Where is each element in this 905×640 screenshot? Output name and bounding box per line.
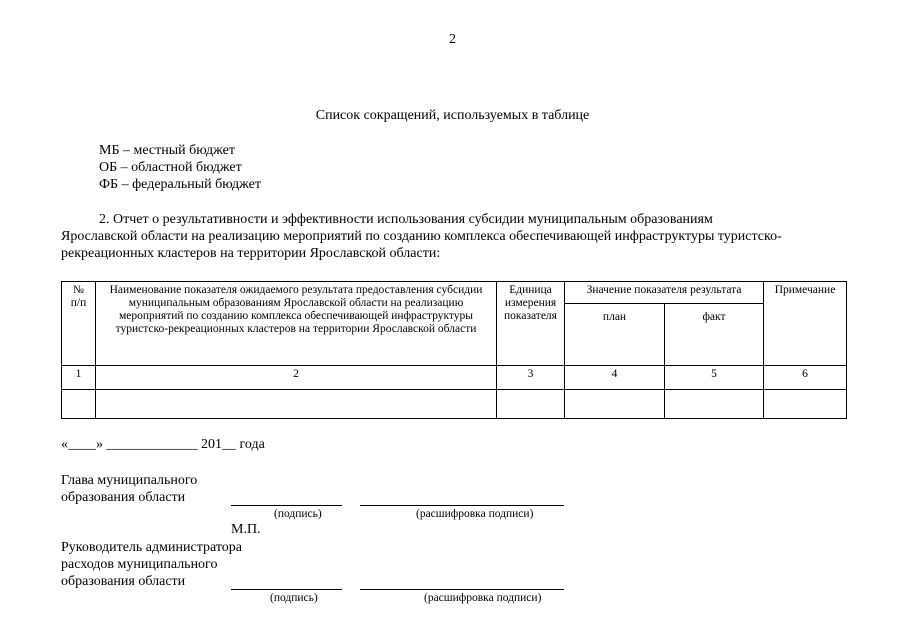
paragraph-line-2: Ярославской области на реализацию мероприятий по созданию комплекса обеспечивающей инфраструктуры туристско- [61,229,782,244]
header-number-line2: п/п [70,297,87,309]
abbreviation-ob: ОБ – областной бюджет [99,160,242,175]
header-plan: план [565,304,665,366]
report-table [61,281,847,419]
decoding-caption: (расшифровка подписи) [424,592,542,604]
abbreviations-title: Список сокращений, используемых в таблице [315,108,590,123]
table-cell[interactable] [764,390,847,419]
head-title-line2: образования области [61,490,186,505]
table-cell[interactable] [62,390,96,419]
abbreviation-mb: МБ – местный бюджет [99,143,235,158]
header-number-line1: № [73,284,84,296]
column-number: 2 [96,366,497,390]
header-result-value: Значение показателя результата [565,282,764,304]
signature-caption: (подпись) [274,508,322,520]
table-cell[interactable] [665,390,764,419]
date-line: «____» _____________ 201__ года [61,437,265,452]
header-fact: факт [665,304,764,366]
header-indicator-name: Наименование показателя ожидаемого результата предоставления субсидии муниципальным образованиям Ярославской области на реализацию мероприятий по созданию комплекса обеспечивающей инфраструктуры туристско-рекреационных кластеров на территории Ярославской области [96,282,497,366]
table-cell[interactable] [565,390,665,419]
paragraph-line-3: рекреационных кластеров на территории Ярославской области: [61,246,441,261]
signature-decoding-line[interactable] [360,589,564,590]
signature-line[interactable] [231,505,342,506]
column-number: 1 [62,366,96,390]
manager-title-line2: расходов муниципального [61,557,218,572]
table-row-column-numbers [62,366,847,390]
report-paragraph [61,211,845,262]
table-cell[interactable] [96,390,497,419]
page-number: 2 [449,32,456,47]
head-title-line1: Глава муниципального [61,473,198,488]
manager-title-line3: образования области [61,574,186,589]
abbreviation-fb: ФБ – федеральный бюджет [99,177,261,192]
seal-mark: М.П. [231,522,261,537]
manager-title-line1: Руководитель администратора [61,540,242,555]
header-unit: Единица измерения показателя [497,282,565,366]
header-note: Примечание [764,282,847,366]
column-number: 4 [565,366,665,390]
table-cell[interactable] [497,390,565,419]
column-number: 6 [764,366,847,390]
header-number [62,282,96,366]
column-number: 3 [497,366,565,390]
decoding-caption: (расшифровка подписи) [416,508,534,520]
paragraph-line-1: 2. Отчет о результативности и эффективности использования субсидии муниципальным образованиям [99,212,713,227]
signature-decoding-line[interactable] [360,505,564,506]
table-row-empty [62,390,847,419]
column-number: 5 [665,366,764,390]
signature-line[interactable] [231,589,342,590]
signature-caption: (подпись) [270,592,318,604]
